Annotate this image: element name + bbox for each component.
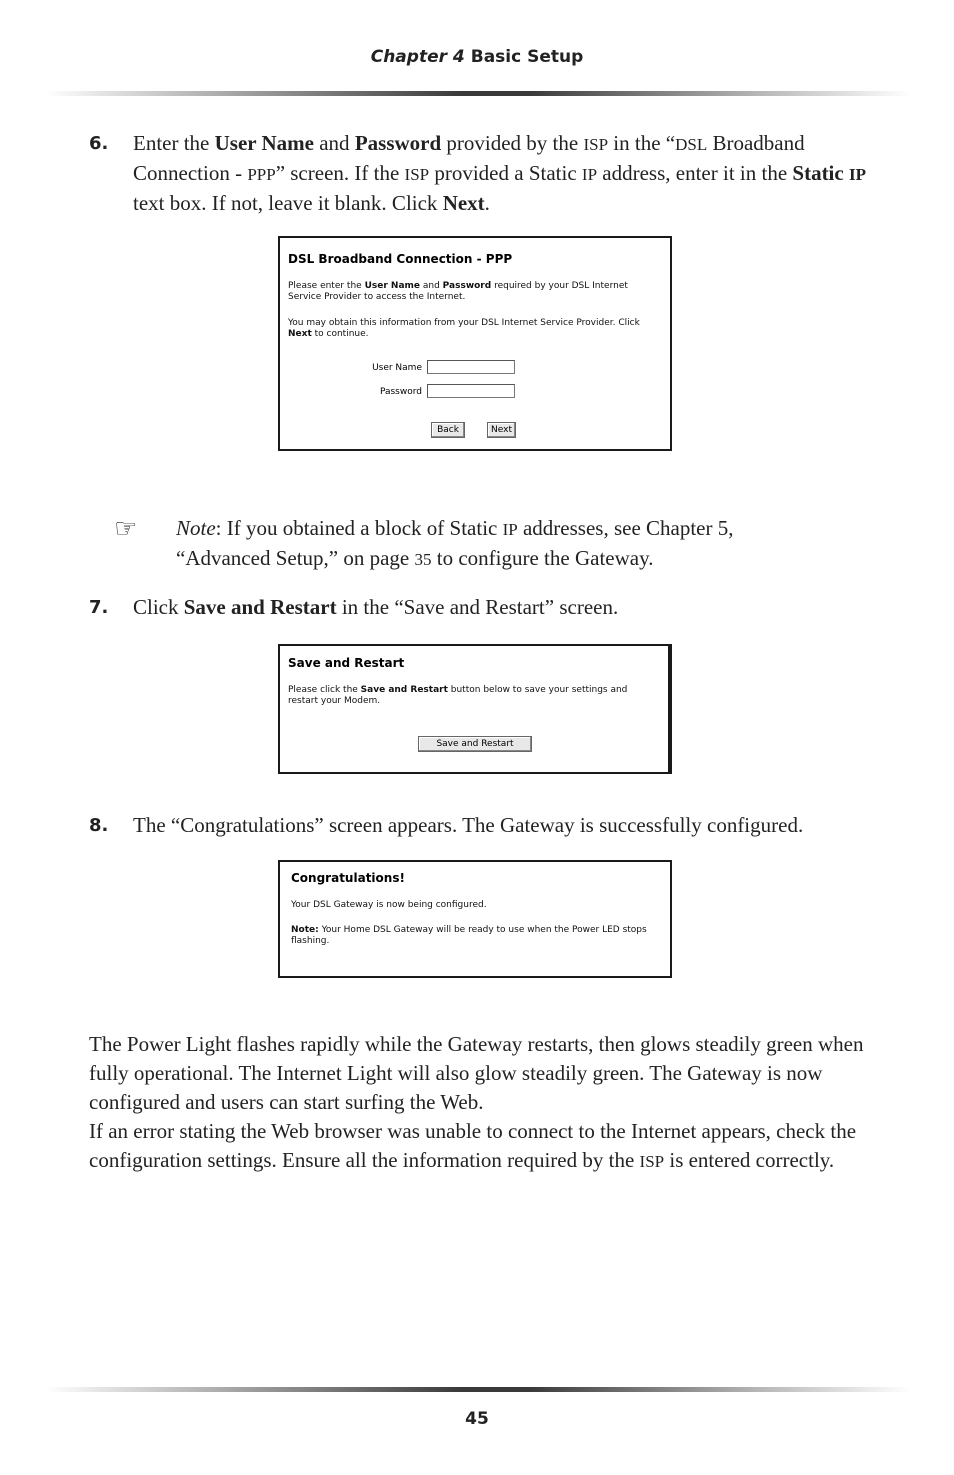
screen-note: Note: Your Home DSL Gateway will be ready to use when the Power LED stops flashing. (291, 925, 647, 946)
next-button[interactable]: Next (487, 422, 516, 438)
screen-instructions: Please enter the User Name and Password required by your DSL Internet Service Provider to access the Internet. (288, 281, 628, 302)
user-name-label: User Name (372, 363, 422, 373)
step-number: 6. (89, 133, 109, 154)
save-restart-screenshot (278, 644, 672, 774)
page-number: 45 (465, 1409, 489, 1429)
password-input[interactable] (427, 384, 515, 398)
congratulations-screenshot (278, 860, 672, 978)
save-and-restart-button[interactable]: Save and Restart (418, 736, 532, 752)
footer-rule (45, 1387, 911, 1392)
pointing-hand-icon: ☞ (114, 514, 138, 544)
screen-title: Save and Restart (288, 656, 405, 670)
back-button[interactable]: Back (431, 422, 465, 438)
step-7 (89, 593, 879, 622)
closing-text (89, 1030, 869, 1176)
error-paragraph: If an error stating the Web browser was unable to connect to the Internet appears, check the configuration settings. Ensure all the information required by the ISP is entered correctly. (89, 1119, 857, 1172)
header-rule (45, 91, 911, 96)
ppp-connection-screenshot (278, 236, 672, 451)
step-text: The “Congratulations” screen appears. The Gateway is successfully configured. (133, 813, 804, 837)
screen-title: DSL Broadband Connection - PPP (288, 252, 513, 266)
screen-instructions: Please click the Save and Restart button below to save your settings and restart your Modem. (288, 685, 628, 706)
screen-title: Congratulations! (291, 871, 405, 885)
step-8 (89, 811, 879, 840)
step-text: Click Save and Restart in the “Save and Restart” screen. (133, 595, 619, 619)
step-6 (89, 129, 879, 218)
running-header (0, 47, 954, 67)
step-number: 8. (89, 815, 109, 836)
step-text: Enter the User Name and Password provided by the ISP in the “DSL Broadband Connection - PPP” screen. If the ISP provided a Static IP address, enter it in the Static IP text box. If not, leave it blank. Click Next. (133, 131, 866, 215)
step-number: 7. (89, 597, 109, 618)
power-light-paragraph: The Power Light flashes rapidly while the Gateway restarts, then glows steadily green when fully operational. The Internet Light will also glow steadily green. The Gateway is now configured and users can start surfing the Web. (89, 1032, 864, 1114)
section-label: Basic Setup (470, 47, 584, 67)
screen-info: You may obtain this information from your DSL Internet Service Provider. Click Next to continue. (288, 318, 640, 339)
user-name-input[interactable] (427, 360, 515, 374)
chapter-label: Chapter 4 (370, 47, 465, 67)
note-text: Note: If you obtained a block of Static IP addresses, see Chapter 5, “Advanced Setup,” on page 35 to configure the Gateway. (176, 516, 734, 570)
note (114, 514, 814, 574)
password-label: Password (379, 387, 422, 397)
screen-message: Your DSL Gateway is now being configured. (291, 900, 487, 910)
